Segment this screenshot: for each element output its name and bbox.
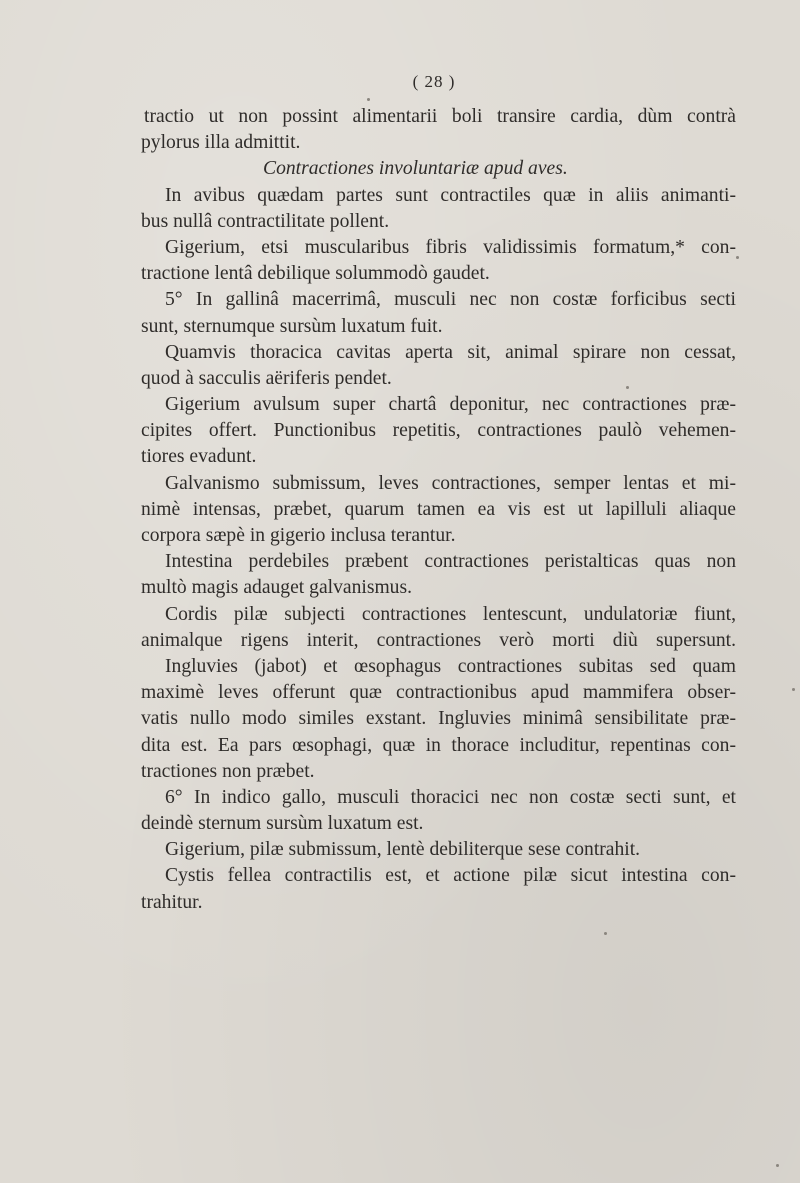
text-line: pylorus illa admittit. bbox=[141, 132, 301, 154]
text-line: tractione lentâ debilique solummodò gaudet. bbox=[141, 263, 490, 285]
text-line: tiores evadunt. bbox=[141, 446, 257, 468]
text-line: 6° In indico gallo, musculi thoracici nec non costæ secti sunt, et bbox=[165, 786, 736, 808]
text-line: corpora sæpè in gigerio inclusa terantur. bbox=[141, 525, 456, 546]
text-line: tractiones non præbet. bbox=[141, 760, 315, 782]
text-line: deindè sternum sursùm luxatum est. bbox=[141, 813, 424, 835]
text-line: Intestina perdebiles præbent contractiones peristalticas quas non bbox=[165, 551, 736, 573]
text-line: Galvanismo submissum, leves contractiones, semper lentas et mi- bbox=[165, 472, 736, 494]
text-line: cipites offert. Punctionibus repetitis, contractiones paulò vehemen- bbox=[141, 420, 736, 442]
text-line: animalque rigens interit, contractiones verò morti diù supersunt. bbox=[141, 629, 736, 651]
text-line: bus nullâ contractilitate pollent. bbox=[141, 210, 390, 232]
text-line: sunt, sternumque sursùm luxatum fuit. bbox=[141, 315, 443, 337]
text-line: multò magis adauget galvanismus. bbox=[141, 577, 413, 599]
text-line: Gigerium, pilæ submissum, lentè debiliterque sese contrahit. bbox=[165, 839, 641, 861]
text-line: Quamvis thoracica cavitas aperta sit, animal spirare non cessat, bbox=[165, 341, 736, 363]
text-line: 5° In gallinâ macerrimâ, musculi nec non costæ forficibus secti bbox=[165, 289, 736, 311]
text-line: nimè intensas, præbet, quarum tamen ea vis est ut lapilluli aliaque bbox=[141, 498, 736, 520]
text-line: Gigerium, etsi muscularibus fibris validissimis formatum,* con- bbox=[165, 236, 736, 258]
body-text bbox=[141, 104, 736, 916]
text-line: Cordis pilæ subjecti contractiones lentescunt, undulatoriæ fiunt, bbox=[165, 603, 736, 625]
paper-speck bbox=[604, 932, 607, 935]
paper-speck bbox=[736, 256, 739, 259]
paper-speck bbox=[626, 386, 629, 389]
paper-speck bbox=[792, 688, 795, 691]
text-line: tractio ut non possint alimentarii boli transire cardia, dùm contrà bbox=[144, 106, 736, 127]
paper-speck bbox=[367, 98, 370, 101]
text-line: trahitur. bbox=[141, 891, 203, 913]
text-line: Ingluvies (jabot) et œsophagus contractiones subitas sed quam bbox=[165, 655, 736, 677]
text-line: In avibus quædam partes sunt contractiles quæ in aliis animanti- bbox=[165, 184, 736, 206]
text-line: dita est. Ea pars œsophagi, quæ in thorace includitur, repentinas con- bbox=[141, 734, 736, 756]
text-line: maximè leves offerunt quæ contractionibus apud mammifera obser- bbox=[141, 682, 736, 704]
paper-speck bbox=[776, 1164, 779, 1167]
text-line: vatis nullo modo similes exstant. Ingluvies minimâ sensibilitate præ- bbox=[141, 708, 736, 730]
text-line: quod à sacculis aëriferis pendet. bbox=[141, 367, 392, 389]
text-line: Cystis fellea contractilis est, et actione pilæ sicut intestina con- bbox=[165, 865, 736, 887]
page-number: ( 28 ) bbox=[412, 72, 456, 91]
text-line: Gigerium avulsum super chartâ deponitur, nec contractiones præ- bbox=[165, 394, 736, 416]
section-heading: Contractiones involuntariæ apud aves. bbox=[263, 158, 568, 180]
